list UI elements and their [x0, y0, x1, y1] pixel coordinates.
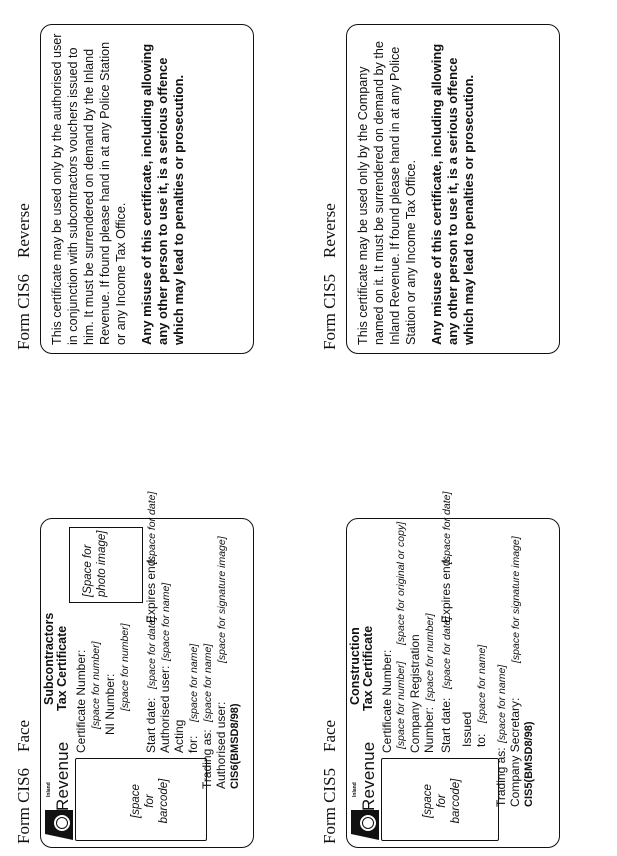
barcode-line: [space	[130, 784, 142, 818]
form-label: Form CIS5	[320, 767, 339, 844]
cis6-reverse	[14, 19, 259, 354]
expires-value: [space for date]	[146, 491, 158, 564]
to-label: to:	[474, 733, 488, 747]
start-date-value: [space for date]	[441, 616, 453, 689]
form-header	[320, 203, 340, 350]
form-code: CIS6(BMSD8/98)	[229, 703, 241, 789]
number-label: Number:	[422, 706, 436, 753]
certificate-card	[40, 491, 254, 848]
ni-number-label: NI Number:	[103, 673, 117, 735]
side-label: Reverse	[320, 203, 339, 258]
barcode-placeholder	[129, 761, 171, 841]
cert-number-value: [space for number]	[395, 661, 407, 749]
start-date-label: Start date:	[144, 697, 158, 753]
acting-label: Acting	[172, 719, 186, 753]
company-secretary-label: Company Secretary:	[508, 697, 522, 807]
trading-as-label: Trading as:	[200, 729, 214, 789]
title-line-2: Tax Certificate	[361, 625, 375, 711]
barcode-placeholder	[421, 761, 463, 841]
form-code: CIS5(BMSD8/98)	[523, 721, 535, 807]
authorised-user-2-label: Authorised user:	[214, 701, 228, 789]
for-value: [space for name]	[188, 643, 200, 722]
usage-paragraph: This certificate may be used only by the authorised user in conjunction with subcontractors vouchers issued to him. It must be surrendered on demand by the Inland Revenue. If found please hand in at any Police Station or any Income Tax Office.	[50, 33, 128, 345]
barcode-line: for	[436, 794, 448, 808]
to-value: [space for name]	[476, 644, 488, 723]
inland-revenue-logo-icon	[351, 810, 379, 840]
trading-as-value: [space for name]	[202, 643, 214, 722]
trading-as-label: Trading as:	[494, 747, 508, 807]
brand-small: Inland	[46, 782, 52, 797]
for-label: for:	[186, 735, 200, 753]
signature-placeholder: [space for signature image]	[216, 536, 228, 663]
ni-number-value: [space for number]	[119, 623, 131, 711]
certificate-card	[346, 491, 560, 848]
certificate-title	[349, 626, 375, 711]
form-label: Form CIS6	[14, 767, 33, 844]
authorised-user-label: Authorised user:	[158, 665, 172, 753]
cert-number-label: Certificate Number:	[380, 649, 394, 753]
side-label: Face	[14, 719, 33, 752]
barcode-line: barcode]	[450, 778, 462, 824]
photo-line: [Space for	[82, 544, 94, 597]
issued-label: Issued	[460, 711, 474, 747]
trading-as-value: [space for name]	[496, 664, 508, 743]
number-value: [space for number]	[424, 613, 436, 701]
original-or-copy-placeholder: [space for original or copy]	[395, 521, 407, 645]
side-label: Face	[320, 719, 339, 752]
inland-revenue-logo-icon	[45, 810, 73, 840]
photo-line: photo image]	[96, 530, 108, 597]
barcode-line: for	[144, 794, 156, 808]
cis5-face	[320, 491, 565, 848]
brand-small: Inland	[352, 782, 358, 797]
cis5-reverse	[320, 19, 565, 354]
form-header	[14, 719, 34, 844]
form-label: Form CIS6	[14, 273, 33, 350]
form-label: Form CIS5	[320, 273, 339, 350]
certificate-card	[346, 24, 560, 354]
title-line-2: Tax Certificate	[55, 625, 69, 711]
start-date-label: Start date:	[439, 697, 453, 753]
certificate-card	[40, 24, 254, 354]
misuse-warning: Any misuse of this certificate, including allowing any other person to use it, is a serious offence which may lead to penalties or prosecution.	[139, 43, 186, 345]
title-line-1: Construction	[348, 627, 362, 705]
photo-placeholder	[81, 527, 109, 597]
authorised-user-value: [space for name]	[160, 582, 172, 661]
expires-label: Expires end:	[439, 556, 453, 623]
company-registration-label: Company Registration	[408, 634, 422, 753]
cert-number-value: [space for number]	[90, 641, 102, 729]
signature-placeholder: [space for signature image]	[510, 536, 522, 663]
start-date-value: [space for date]	[146, 616, 158, 689]
side-label: Reverse	[14, 203, 33, 258]
cis6-face	[14, 491, 259, 848]
barcode-line: barcode]	[158, 778, 170, 824]
form-header	[320, 719, 340, 844]
expires-label: Expires end:	[144, 556, 158, 623]
brand-name: Revenue	[359, 741, 378, 811]
cert-number-label: Certificate Number:	[74, 649, 88, 753]
usage-paragraph: This certificate may be used only by the Company named on it. It must be surrendered on demand by the Inland Revenue. If found please hand in at any Police Station or any Income Tax Office.	[356, 41, 418, 345]
certificate-title	[43, 613, 69, 711]
barcode-line: [space	[422, 784, 434, 818]
brand-name: Revenue	[53, 741, 72, 811]
form-header	[14, 203, 34, 350]
misuse-warning: Any misuse of this certificate, including allowing any other person to use it, is a serious offence which may lead to penalties or prosecution.	[429, 43, 476, 345]
expires-value: [space for date]	[441, 491, 453, 564]
title-line-1: Subcontractors	[42, 612, 56, 705]
